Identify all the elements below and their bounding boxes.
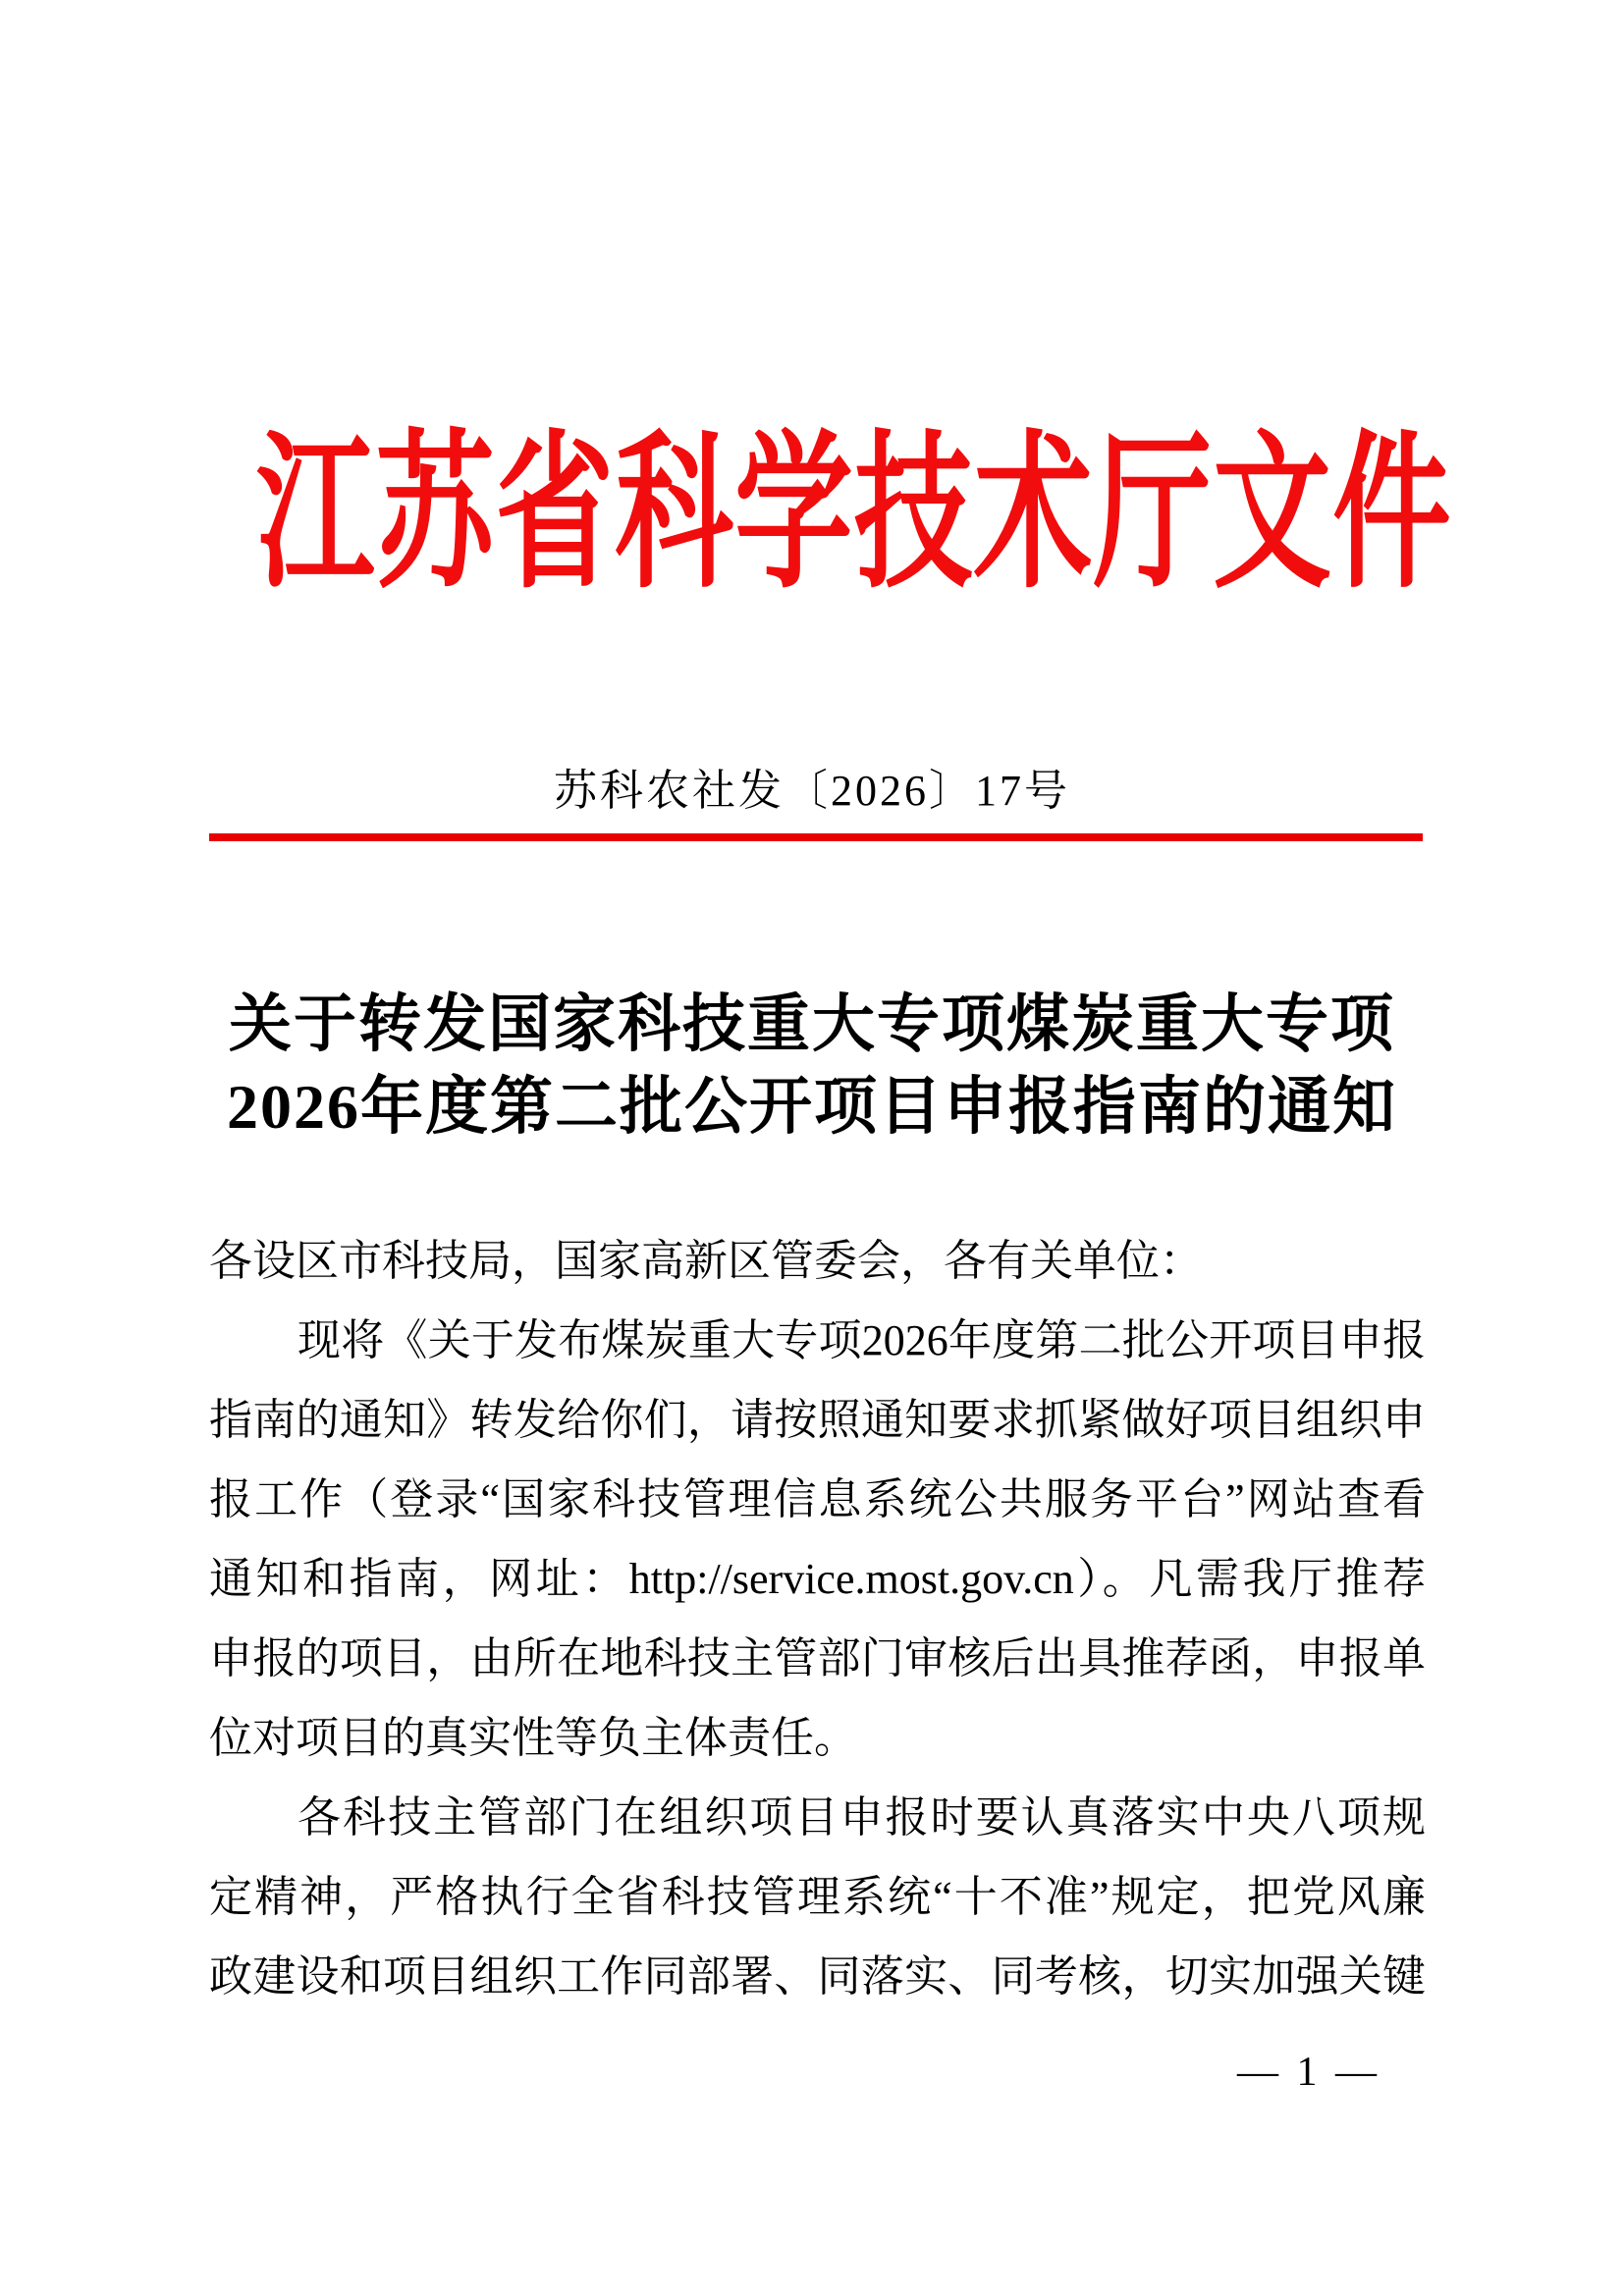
body-line: 通知和指南，网址：http://service.most.gov.cn）。凡需我厅推荐 — [209, 1555, 1426, 1603]
doc-title — [0, 984, 1624, 1148]
doc-title-line-2: 2026年度第二批公开项目申报指南的通知 — [227, 1072, 1397, 1142]
body-line: 各科技主管部门在组织项目申报时要认真落实中央八项规 — [298, 1793, 1426, 1842]
doc-number: 苏科农社发〔2026〕17号 — [554, 767, 1070, 815]
body-line: 指南的通知》转发给你们，请按照通知要求抓紧做好项目组织申 — [209, 1396, 1426, 1444]
body-line: 政建设和项目组织工作同部署、同落实、同考核，切实加强关键 — [209, 1952, 1426, 2001]
agency-header-text: 江苏省科学技术厅文件 — [256, 422, 1452, 609]
body-line: 报工作（登录“国家科技管理信息系统公共服务平台”网站查看 — [209, 1475, 1426, 1523]
body-line-salutation: 各设区市科技局，国家高新区管委会，各有关单位： — [209, 1237, 1203, 1285]
body-line: 定精神，严格执行全省科技管理系统“十不准”规定，把党风廉 — [209, 1873, 1426, 1921]
red-rule-divider — [209, 833, 1423, 841]
agency-header — [0, 417, 1624, 666]
doc-title-line-1: 关于转发国家科技重大专项煤炭重大专项 — [229, 989, 1395, 1059]
body-line: 申报的项目，由所在地科技主管部门审核后出具推荐函，申报单 — [209, 1634, 1426, 1682]
page-number: — 1 — — [1237, 2050, 1380, 2095]
body-text — [209, 1221, 1426, 2016]
body-line: 位对项目的真实性等负主体责任。 — [209, 1714, 857, 1762]
body-line: 现将《关于发布煤炭重大专项2026年度第二批公开项目申报 — [298, 1316, 1426, 1364]
